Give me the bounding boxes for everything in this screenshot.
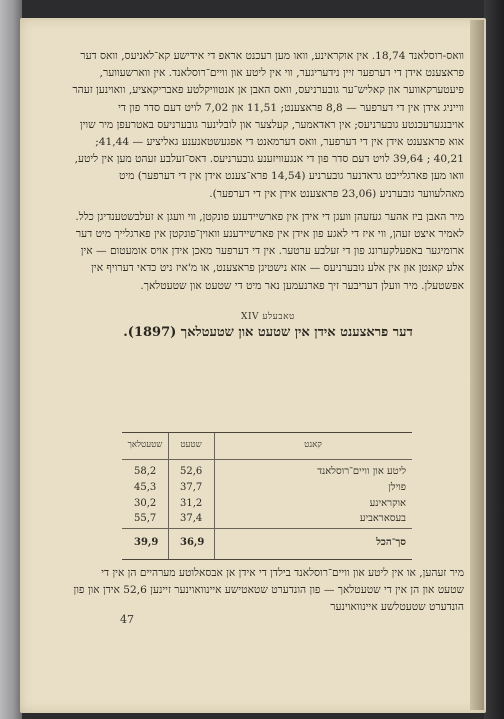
- header-towns: שטעטלאך: [127, 440, 163, 450]
- cities-value: 37,7: [180, 482, 203, 493]
- table-header-divider: [122, 459, 412, 460]
- data-table: [122, 432, 412, 560]
- region-name: פוילן: [388, 482, 406, 493]
- total-towns-value: 39,9: [134, 537, 159, 548]
- page-number: 47: [120, 613, 134, 626]
- right-background: [484, 0, 504, 719]
- table-title: דער פראצענט אידן אין שטעט און שטעטלאך (1897).: [123, 324, 413, 340]
- cities-value: 37,4: [180, 513, 203, 524]
- towns-value: 55,7: [134, 513, 157, 524]
- total-cities-value: 36,9: [180, 537, 205, 548]
- table-column-divider: [168, 433, 169, 559]
- closing-text: [72, 565, 464, 617]
- page-edge: [470, 20, 484, 710]
- left-background: [0, 0, 22, 719]
- paragraph-3: מיר זעהען, או אין ליטע און וויים־רוסלאנד בילדן די אידן אן אבסאלוטע מערהיים הן אין די שטעט און הן אין די שטעטלאך — פון הונדערט שטאטישע איינוואוינער זיינען 52,6 אידן און פון הונדערט שטעטלשע איינוואוינער: [73, 567, 464, 614]
- header-cities: שטעט: [180, 440, 202, 450]
- header-region: קאנט: [304, 440, 322, 450]
- cities-value: 52,6: [180, 466, 203, 477]
- towns-value: 58,2: [134, 466, 157, 477]
- region-name: ליטע און וויים־רוסלאנד: [317, 466, 406, 477]
- towns-value: 45,3: [134, 482, 157, 493]
- table-caption: טאבעלע XIV: [241, 311, 295, 322]
- total-label: סך־הכל: [376, 537, 406, 548]
- table-total-divider: [122, 528, 412, 529]
- cities-value: 31,2: [180, 498, 203, 509]
- body-text: [72, 48, 464, 348]
- paragraph-2: מיר האבן ביז אהער געזעהן וועגן די אידן אין פארשיידענע פונקטן, ווי וועגן א זעלבשטענדיגן כלל. לאמיר איצט זעהן, ווי איז די לאגע פון אידן אין פארשיידענע וואוין־פונקטן אין פארגלייך מיט דער ארומיגער באפעלקערונג פון די זעלבע ערטער. אין די דערפער מאכן אידן אויס אומעטום — אין אלע קאנטן און אין אלע גובערניעס — אזא נישטיגן פראצענט, או מ'איז ניט כדאי דערויף אין אפשטעלן. מיר וועלן דעריבער זיך פארנעמען נאר מיט די שטעט און שטעטלאך.: [75, 210, 464, 292]
- table-column-divider: [214, 433, 215, 559]
- region-name: אוקראינע: [369, 498, 406, 509]
- region-name: בעסאראביע: [359, 513, 406, 524]
- paragraph-1: וואס-רוסלאנד 18,74. אין אוקראינע, וואו מען רעכנט אראפ די אידישע קא־לאניעס, וואס דער פראצענט אידן די דערפער זיין נידעריגער, ווי אין ליטע און וויים־רוסלאנד. אין ווארשעווער, פיעטערקאווער און קאליש־ער גובערניעס, וואס האבן אן אנטוויקלטע פאבריקאציע, וואוינען זעהר ווייניג אידן אין די דערפער — 8,8 פראצענט; 11,51 און 7,02 לויט דעם סדר פון די אויבנגערעכנטע גובערניעס; אין ראדאמער, קעלצער און לובלינער גובערניעס באטרעפן מיר שוין אוא פראצענט אידן אין די דערפער, וואס דערמאנט די אפגעשטאנענע גאליציע — 41,44; 40,21 ; 39,64 לויט דעם סדר פון די אנגעוויזענע גובערניעס. דאס־זעלבע זעהט מען אין ליטע, וואו מען פארגלייכט גראדנער גובערניע (14,54 פרא־צענט אידן אין די דערפער) מיט מאהלעווער גובערניע (23,06 פראצענט אידן אין די דערפער).: [72, 50, 464, 200]
- towns-value: 30,2: [134, 498, 157, 509]
